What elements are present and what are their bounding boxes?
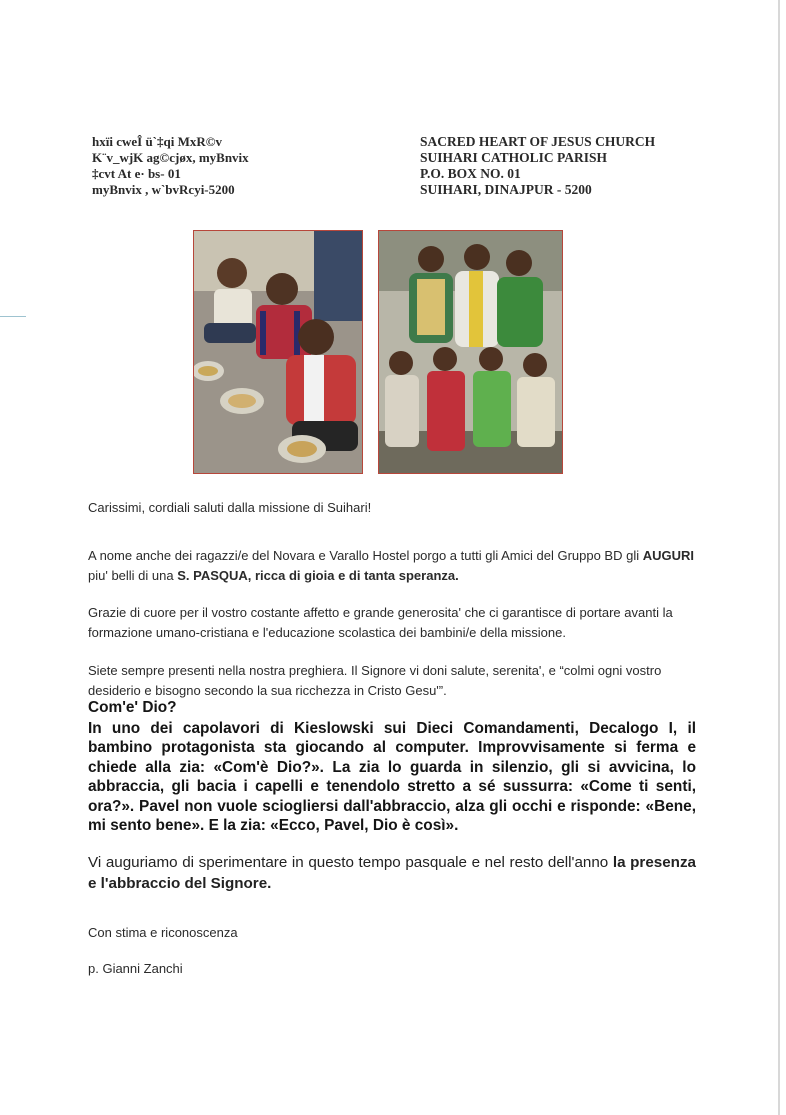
photo-girls-group (378, 230, 563, 474)
para1-bold-pasqua: S. PASQUA, ricca di gioia e di tanta speranza. (177, 568, 459, 583)
closing-line: Con stima e riconoscenza (88, 925, 238, 940)
english-letterhead (420, 134, 655, 198)
wish-bold: la presenza e l'abbraccio del Signore. (88, 854, 696, 892)
wish-text: Vi auguriamo di sperimentare in questo tempo pasquale e nel resto dell'anno (88, 854, 609, 871)
quote-title: Com'e' Dio? (88, 699, 177, 716)
bengali-letterhead (92, 134, 249, 198)
letterhead-line: K¨v_wjK ag©cjøx, myBnvix (92, 150, 249, 165)
para1-bold-auguri: AUGURI (642, 548, 695, 563)
para1-text: A nome anche dei ragazzi/e del Novara e Varallo Hostel porgo a tutti gli Amici del Gruppo BD gli (88, 548, 640, 563)
scan-margin-mark (0, 316, 26, 317)
signature: p. Gianni Zanchi (88, 961, 183, 976)
prayer-paragraph: Siete sempre presenti nella nostra preghiera. Il Signore vi doni salute, serenita', e “colmi ogni vostro desiderio e bisogno secondo la sua ricchezza in Cristo Gesu'”. (88, 663, 662, 698)
parish-name: SUIHARI CATHOLIC PARISH (420, 150, 608, 165)
po-box: P.O. BOX NO. 01 (420, 166, 521, 181)
photo-boys-eating (193, 230, 363, 474)
easter-wishes-paragraph (88, 546, 696, 586)
scan-page-edge (778, 0, 780, 1115)
para1-middle: piu' belli di una (88, 568, 178, 583)
greeting: Carissimi, cordiali saluti dalla missione di Suihari! (88, 500, 372, 515)
quote-body: In uno dei capolavori di Kieslowski sui Dieci Comandamenti, Decalogo I, il bambino protagonista sta giocando al computer. Improvvisamente si ferma e chiede alla zia: «Com'è Dio?». La zia lo guarda in silenzio, gli si avvicina, lo abbraccia, gli bacia i capelli e tenendolo stretto a sé sussurra: «Come ti senti, ora?». Pavel non vuole sciogliersi dall'abbraccio, alza gli occhi e risponde: «Bene, mi sento bene». E la zia: «Ecco, Pavel, Dio è così». (88, 720, 696, 835)
closing-wish (88, 852, 696, 894)
letterhead-line: myBnvix , w`bvRcyi-5200 (92, 182, 235, 197)
thanks-paragraph: Grazie di cuore per il vostro costante affetto e grande generosita' che ci garantisce di portare avanti la formazione umano-cristiana e l'educazione scolastica dei bambini/e della missione. (88, 605, 673, 640)
letterhead-line: ‡cvt At e· bs- 01 (92, 166, 181, 181)
church-name: SACRED HEART OF JESUS CHURCH (420, 134, 656, 149)
address-line: SUIHARI, DINAJPUR - 5200 (420, 182, 592, 197)
letterhead-line: hxïi cweÎ ü`‡qi MxR©v (92, 134, 222, 149)
